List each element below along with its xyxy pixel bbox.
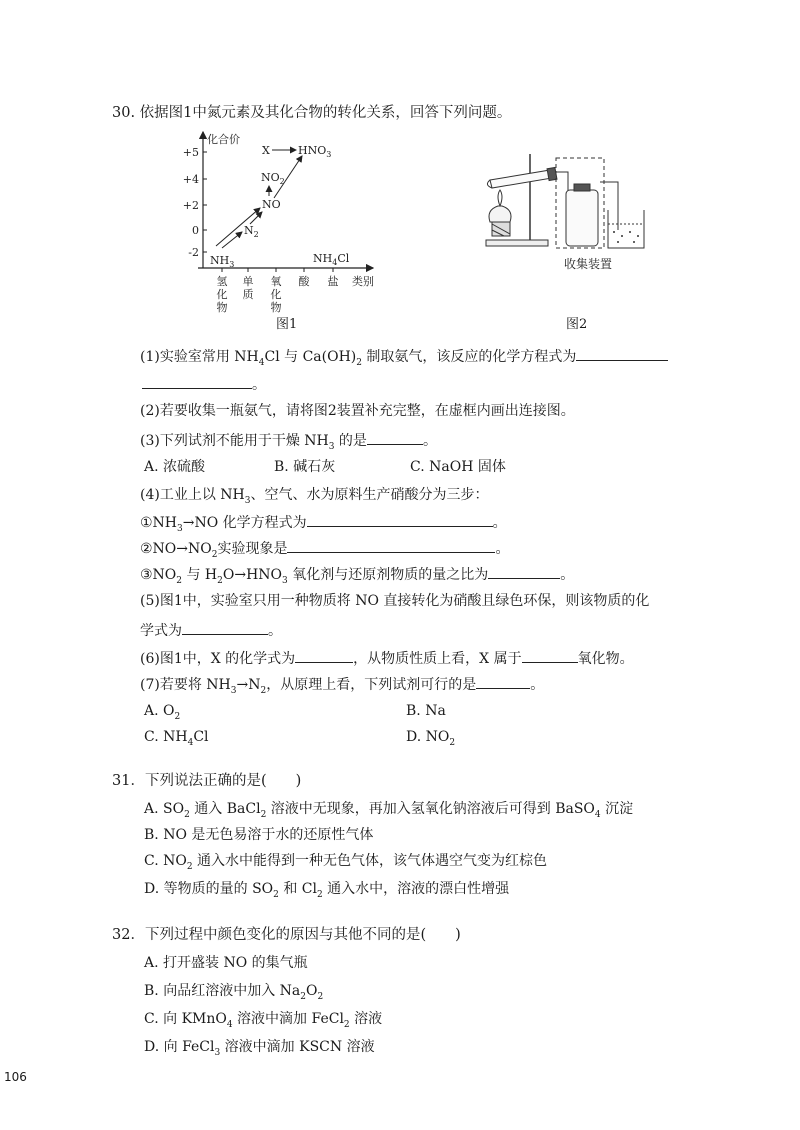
q30-part6: (6)图1中，X 的化学式为 ，从物质性质上看，X 属于 氧化物。 <box>140 648 634 668</box>
y-axis-label: 化合价 <box>207 133 240 146</box>
gas-bottle <box>566 190 598 246</box>
figure-1-caption: 图1 <box>276 317 298 332</box>
alcohol-lamp <box>489 206 511 222</box>
x-category-hydride: 氢化物 <box>216 275 228 314</box>
q30-part7: (7)若要将 $NH_3\to N_2$，从原理上看，下列试剂可行的是 。 <box>140 674 544 694</box>
species-nh3: $NH_3$ <box>210 254 235 269</box>
q30-part3-option-b: B. 碱石灰 <box>274 459 336 475</box>
q30-part4-step2: $②NO\to NO_2$实验现象是 。 <box>140 538 509 558</box>
figure-2-caption: 图2 <box>566 317 588 332</box>
x-category-acid: 酸 <box>298 275 310 288</box>
figure-2-apparatus <box>468 150 668 280</box>
q30-part1: (1)实验室常用 $NH_4Cl$ 与 $Ca(OH)_2$ 制取氨气，该反应的化学方程式为 <box>140 346 668 366</box>
answer-blank[interactable] <box>142 374 252 389</box>
q32-option-c: C. 向 KMnO$_4$ 溶液中滴加 FeCl$_2$ 溶液 <box>144 1011 383 1030</box>
answer-blank[interactable] <box>287 538 495 553</box>
answer-blank[interactable] <box>295 648 353 663</box>
y-tick: +5 <box>182 146 199 159</box>
species-n2: $N_2$ <box>244 224 259 239</box>
answer-blank[interactable] <box>522 648 578 663</box>
answer-blank[interactable] <box>476 674 530 689</box>
arrow-nh3-to-n2 <box>222 232 242 248</box>
y-tick: +4 <box>182 173 199 186</box>
collector-label: 收集装置 <box>564 257 613 271</box>
q30-part4: (4)工业上以 $NH_3$、空气、水为原料生产硝酸分为三步： <box>140 487 489 506</box>
y-tick: 0 <box>192 224 199 237</box>
beaker <box>608 210 644 248</box>
q31-option-c: C. $NO_2$ 通入水中能得到一种无色气体，该气体遇空气变为红棕色 <box>144 853 548 872</box>
q30-part7-option-c: C. $NH_4Cl$ <box>144 729 209 748</box>
answer-blank[interactable] <box>182 620 268 635</box>
q32-title: 32．下列过程中颜色变化的原因与其他不同的是( ) <box>112 927 461 943</box>
stand-base <box>486 240 548 246</box>
page-number: 106 <box>4 1070 27 1084</box>
species-no2: $NO_2$ <box>261 171 285 186</box>
species-x: X <box>262 144 270 157</box>
q30-part7-option-a: A. $O_2$ <box>144 703 181 722</box>
x-category-salt: 盐 <box>327 275 339 288</box>
q30-part3-option-c: C. NaOH 固体 <box>410 459 506 475</box>
q32-option-d: D. 向 FeCl$_3$ 溶液中滴加 KSCN 溶液 <box>144 1039 375 1058</box>
q30-part3: (3)下列试剂不能用于干燥 $NH_3$ 的是 。 <box>140 430 437 450</box>
figure-1-diagram <box>180 128 390 338</box>
q30-part4-step1: $①NH_3\to NO$ 化学方程式为 。 <box>140 512 507 532</box>
q30-number: 30. <box>112 105 136 121</box>
q30-part2: (2)若要收集一瓶氨气，请将图2装置补充完整，在虚框内画出连接图。 <box>140 403 575 419</box>
species-no: NO <box>262 198 281 211</box>
q30-part1-cont: 。 <box>142 374 266 394</box>
q32-option-a: A. 打开盛装 NO 的集气瓶 <box>144 955 308 971</box>
y-tick: +2 <box>182 199 199 212</box>
q31-option-d: D. 等物质的量的 $SO_2$ 和 $Cl_2$ 通入水中，溶液的漂白性增强 <box>144 881 510 900</box>
answer-blank[interactable] <box>576 346 668 361</box>
q30-part3-option-a: A. 浓硫酸 <box>144 459 206 475</box>
arrow-n2-to-no <box>250 212 262 224</box>
stopper <box>547 167 557 180</box>
species-nh4cl: $NH_4Cl$ <box>313 252 350 267</box>
q31-option-b: B. NO 是无色易溶于水的还原性气体 <box>144 827 374 843</box>
y-tick: -2 <box>188 246 199 259</box>
q30-part7-option-b: B. Na <box>406 703 446 719</box>
test-tube <box>490 170 552 188</box>
q32-option-b: B. 向品红溶液中加入 $Na_2O_2$ <box>144 983 324 1002</box>
answer-blank[interactable] <box>367 430 423 445</box>
x-category-oxide: 氧化物 <box>270 275 282 314</box>
species-hno3: $HNO_3$ <box>298 144 332 159</box>
x-category-element: 单质 <box>242 275 254 301</box>
q31-title: 31．下列说法正确的是( ) <box>112 773 302 789</box>
q30-stem: 30. 依据图1中氮元素及其化合物的转化关系，回答下列问题。 <box>112 105 512 121</box>
q30-part5-line1: (5)图1中，实验室只用一种物质将 NO 直接转化为硝酸且绿色环保，则该物质的化 <box>140 593 650 609</box>
x-axis-label: 类别 <box>352 275 374 288</box>
answer-blank[interactable] <box>488 564 560 579</box>
q30-part7-option-d: D. $NO_2$ <box>406 729 456 748</box>
answer-blank[interactable] <box>307 512 493 527</box>
q30-part4-step3: $③NO_2$ 与 $H_2O\to HNO_3$ 氧化剂与还原剂物质的量之比为 。 <box>140 564 574 584</box>
q31-option-a: A. $SO_2$ 通入 BaCl$_2$ 溶液中无现象，再加入氢氧化钠溶液后可得到 BaSO$_4$ 沉淀 <box>144 801 634 820</box>
q30-part5-line2: 学式为 。 <box>140 620 282 640</box>
